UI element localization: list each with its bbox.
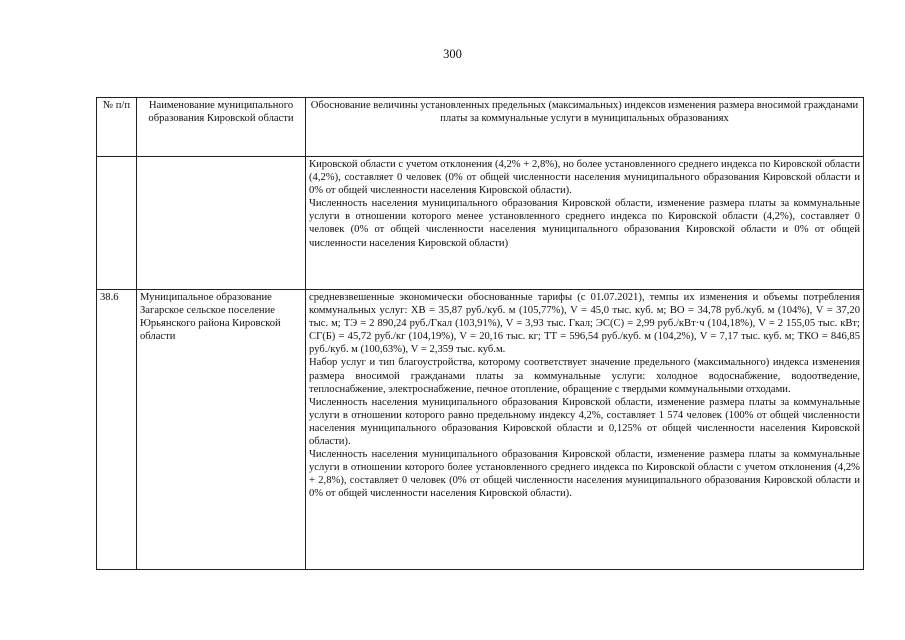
paragraph: Численность населения муниципального образования Кировской области, изменение размера платы за коммунальные услуги в отношении которого менее установленного среднего индекса по Кировской области (4,2%), составляет 0 человек (0% от общей численности населения муниципального образования Кировской области и 0% от общей численности населения Кировской области) [309,198,860,249]
header-justification: Обоснование величины установленных предельных (максимальных) индексов изменения размера вносимой гражданами платы за коммунальные услуги в муниципальных образованиях [306,98,864,157]
paragraph: Набор услуг и тип благоустройства, которому соответствует значение предельного (максимального) индекса изменения размера вносимой гражданами платы за коммунальные услуги: холодное водоснабжение, водоотведение, теплоснабжение, электроснабжение, печное отопление, обращение с твердыми коммунальными отходами. [309,357,860,395]
header-num: № п/п [97,98,137,157]
row-justification [306,290,864,570]
paragraph: средневзвешенные экономически обоснованные тарифы (с 01.07.2021), темпы их изменения и объемы потребления коммунальных услуг: ХВ = 35,87 руб./куб. м (105,77%), V = 45,0 тыс. куб. м; ВО = 34,78 руб./куб. м (104%), V = 37,20 тыс. м; ТЭ = 2 890,24 руб./Гкал (103,91%), V = 3,93 тыс. Гкал; ЭС(С) = 2,99 руб./кВт·ч (104,18%), V = 2 155,05 тыс. кВт; СГ(Б) = 45,72 руб./кг (104,19%), V = 20,16 тыс. кг; ТТ = 596,54 руб./куб. м (104,2%), V = 7,17 тыс. куб. м; ТКО = 846,85 руб./куб. м (100,63%), V = 2,359 тыс. куб.м. [309,292,860,356]
row-num [97,157,137,290]
table-row [97,157,864,290]
row-justification [306,157,864,290]
row-municipality: Муниципальное образование Загарское сельское поселение Юрьянского района Кировской области [137,290,306,570]
page-number: 300 [443,47,462,61]
justification-table [96,97,864,570]
paragraph: Кировской области с учетом отклонения (4,2% + 2,8%), но более установленного среднего индекса по Кировской области (4,2%), составляет 0 человек (0% от общей численности населения муниципального образования Кировской области и 0% от общей численности населения Кировской области). [309,159,860,197]
row-num: 38.6 [97,290,137,570]
paragraph: Численность населения муниципального образования Кировской области, изменение размера платы за коммунальные услуги в отношении которого более установленного среднего индекса по Кировской области с учетом отклонения (4,2% + 2,8%), составляет 0 человек (0% от общей численности населения муниципального образования Кировской области и 0% от общей численности населения Кировской области). [309,449,860,500]
header-municipality: Наименование муниципального образования Кировской области [137,98,306,157]
table-row [97,290,864,570]
paragraph: Численность населения муниципального образования Кировской области, изменение размера платы за коммунальные услуги в отношении которого равно предельному индексу 4,2%, составляет 1 574 человек (100% от общей численности населения муниципального образования Кировской области и 0,125% от общей численности населения Кировской области). [309,396,860,448]
row-municipality [137,157,306,290]
table-header-row [97,98,864,157]
